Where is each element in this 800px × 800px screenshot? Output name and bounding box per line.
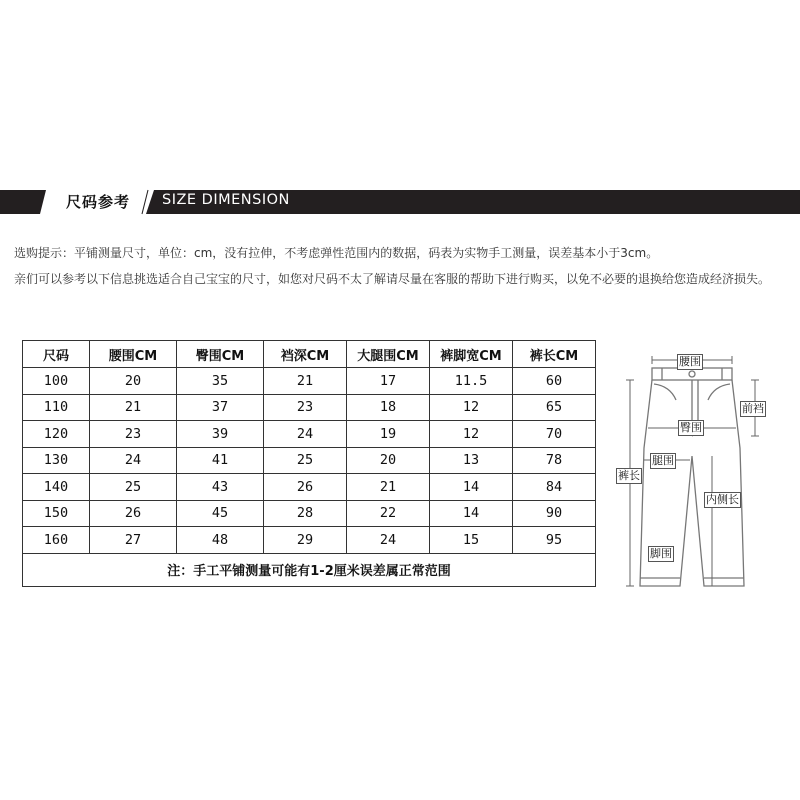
table-cell: 11.5 <box>430 368 513 395</box>
label-front-rise: 前裆 <box>742 402 764 415</box>
header-rise: 裆深CM <box>264 341 347 368</box>
table-cell: 150 <box>23 500 90 527</box>
header-hip: 臀围CM <box>177 341 264 368</box>
size-notes <box>14 240 770 292</box>
table-cell: 37 <box>177 394 264 421</box>
table-cell: 24 <box>264 421 347 448</box>
table-header-row <box>23 341 596 368</box>
table-cell: 18 <box>347 394 430 421</box>
table-cell: 39 <box>177 421 264 448</box>
table-cell: 23 <box>90 421 177 448</box>
table-cell: 43 <box>177 474 264 501</box>
table-cell: 20 <box>347 447 430 474</box>
table-row <box>23 527 596 554</box>
table-cell: 21 <box>264 368 347 395</box>
table-row <box>23 447 596 474</box>
table-cell: 48 <box>177 527 264 554</box>
table-cell: 19 <box>347 421 430 448</box>
header-waist: 腰围CM <box>90 341 177 368</box>
header-size: 尺码 <box>23 341 90 368</box>
table-cell: 28 <box>264 500 347 527</box>
header-leg-opening: 裤脚宽CM <box>430 341 513 368</box>
label-length: 裤长 <box>618 469 640 482</box>
table-cell: 140 <box>23 474 90 501</box>
table-cell: 60 <box>513 368 596 395</box>
header-length: 裤长CM <box>513 341 596 368</box>
note-line-1: 选购提示：平铺测量尺寸，单位：cm，没有拉伸，不考虑弹性范围内的数据，码表为实物手工测量，误差基本小于3cm。 <box>14 246 659 260</box>
table-cell: 95 <box>513 527 596 554</box>
table-cell: 14 <box>430 500 513 527</box>
note-line-2: 亲们可以参考以下信息挑选适合自己宝宝的尺寸，如您对尺码不太了解请尽量在客服的帮助下进行购买，以免不必要的退换给您造成经济损失。 <box>14 272 771 286</box>
table-cell: 24 <box>90 447 177 474</box>
table-cell: 26 <box>90 500 177 527</box>
section-title-cn: 尺码参考 <box>66 193 131 211</box>
table-cell: 12 <box>430 394 513 421</box>
table-cell: 29 <box>264 527 347 554</box>
table-cell: 26 <box>264 474 347 501</box>
table-cell: 12 <box>430 421 513 448</box>
table-cell: 130 <box>23 447 90 474</box>
table-cell: 15 <box>430 527 513 554</box>
table-note-row <box>23 553 596 586</box>
table-cell: 20 <box>90 368 177 395</box>
label-inseam: 内侧长 <box>706 493 739 506</box>
label-waist: 腰围 <box>679 355 701 368</box>
label-thigh: 腿围 <box>652 454 674 467</box>
table-cell: 22 <box>347 500 430 527</box>
table-cell: 120 <box>23 421 90 448</box>
label-leg-opening: 脚围 <box>650 547 672 560</box>
table-cell: 24 <box>347 527 430 554</box>
table-row <box>23 394 596 421</box>
size-table <box>22 340 596 587</box>
table-cell: 17 <box>347 368 430 395</box>
table-note: 注：手工平铺测量可能有1-2厘米误差属正常范围 <box>23 553 596 586</box>
section-title-en: SIZE DIMENSION <box>162 192 290 208</box>
table-cell: 25 <box>90 474 177 501</box>
table-cell: 35 <box>177 368 264 395</box>
table-cell: 45 <box>177 500 264 527</box>
table-cell: 14 <box>430 474 513 501</box>
table-cell: 23 <box>264 394 347 421</box>
table-cell: 110 <box>23 394 90 421</box>
table-cell: 21 <box>347 474 430 501</box>
table-cell: 13 <box>430 447 513 474</box>
table-cell: 65 <box>513 394 596 421</box>
table-cell: 70 <box>513 421 596 448</box>
section-header <box>0 186 800 218</box>
label-hip: 臀围 <box>680 421 702 434</box>
table-row <box>23 474 596 501</box>
table-cell: 21 <box>90 394 177 421</box>
table-cell: 27 <box>90 527 177 554</box>
table-row <box>23 421 596 448</box>
table-cell: 100 <box>23 368 90 395</box>
pants-diagram <box>600 338 790 598</box>
table-row <box>23 500 596 527</box>
header-thigh: 大腿围CM <box>347 341 430 368</box>
table-cell: 41 <box>177 447 264 474</box>
table-cell: 90 <box>513 500 596 527</box>
table-cell: 25 <box>264 447 347 474</box>
table-row <box>23 368 596 395</box>
table-cell: 84 <box>513 474 596 501</box>
table-cell: 160 <box>23 527 90 554</box>
table-cell: 78 <box>513 447 596 474</box>
